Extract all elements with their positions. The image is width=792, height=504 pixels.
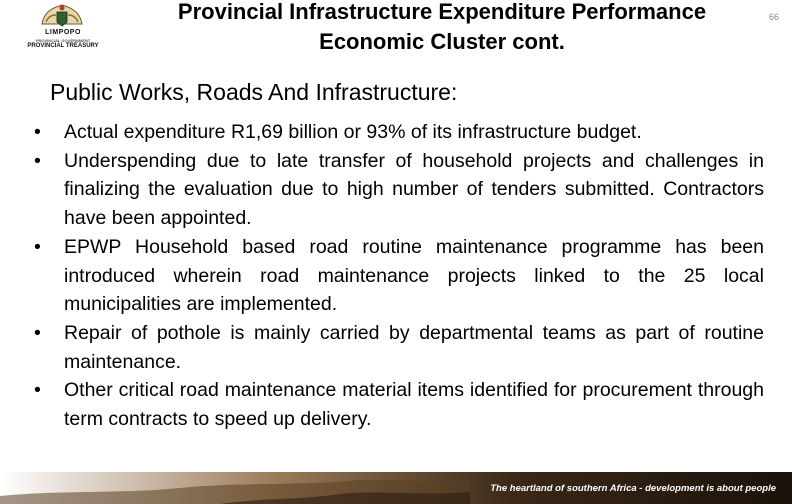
bullet-text: Repair of pothole is mainly carried by departmental teams as part of routine maintenance.: [64, 321, 764, 373]
logo-subtext: PROVINCIAL GOVERNMENT: [35, 38, 91, 43]
bullet-item: [34, 118, 764, 147]
bullet-dot: •: [34, 379, 41, 402]
bullet-dot: •: [34, 121, 41, 143]
page-number: 66: [769, 12, 780, 22]
bullet-list: [34, 118, 764, 434]
bullet-text: Other critical road maintenance material items identified for procurement through term contracts to speed up delivery.: [64, 379, 764, 431]
page-title-line2: Economic Cluster cont.: [319, 29, 565, 54]
footer-tagline: The heartland of southern Africa - development is about people: [490, 483, 776, 494]
page-title-line1: Provincial Infrastructure Expenditure Performance: [177, 0, 707, 24]
page-title: [122, 0, 762, 57]
footer-band: [0, 472, 792, 504]
section-heading: Public Works, Roads And Infrastructure:: [50, 79, 458, 105]
limpopo-logo: [4, 2, 122, 52]
coat-of-arms-icon: [38, 2, 86, 28]
bullet-text: Underspending due to late transfer of household projects and challenges in finalizing the evaluation due to high number of tenders submitted. Contractors have been appointed.: [64, 149, 764, 230]
bullet-item: [34, 147, 764, 233]
bullet-dot: •: [34, 235, 41, 258]
bullet-text: Actual expenditure R1,69 billion or 93% of its infrastructure budget.: [64, 121, 642, 143]
logo-name: LIMPOPO: [45, 29, 81, 36]
bullet-item: [34, 233, 764, 319]
bullet-item: [34, 319, 764, 376]
bullet-dot: •: [34, 149, 41, 172]
bullet-item: [34, 376, 764, 433]
bullet-text: EPWP Household based road routine maintenance programme has been introduced wherein road maintenance projects linked to the 25 local municipalities are implemented.: [64, 235, 764, 316]
logo-department: PROVINCIAL TREASURY: [27, 43, 99, 49]
bullet-dot: •: [34, 321, 41, 344]
